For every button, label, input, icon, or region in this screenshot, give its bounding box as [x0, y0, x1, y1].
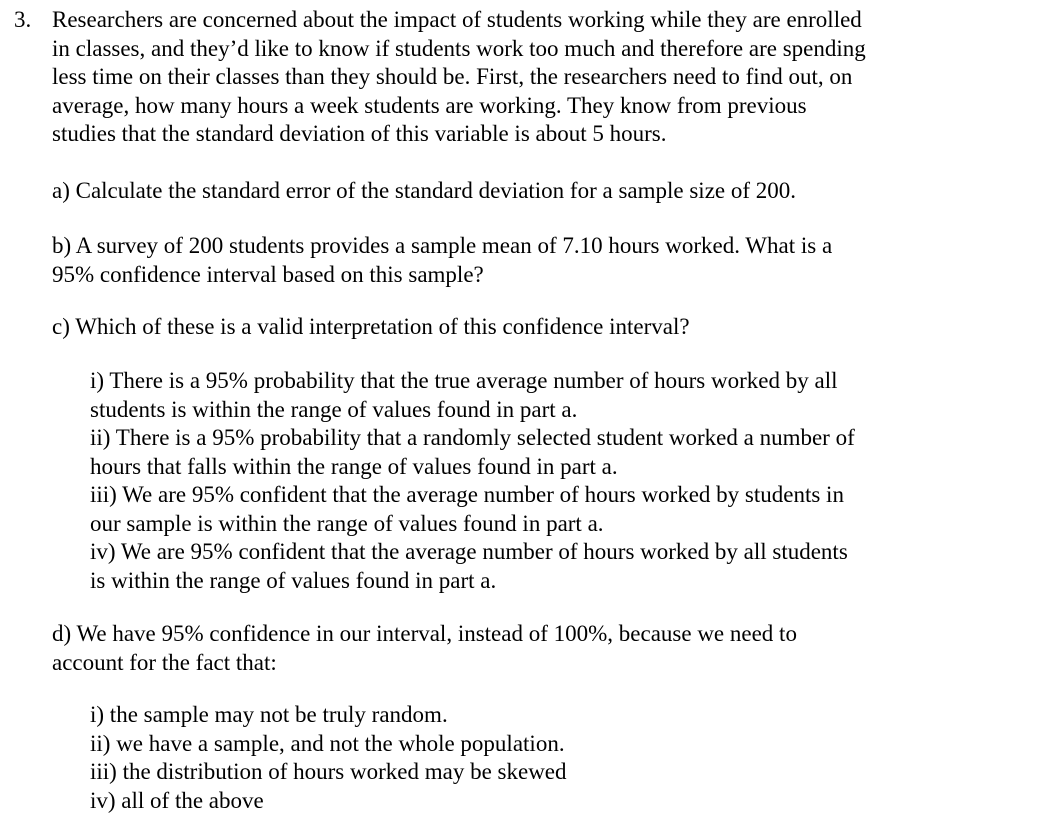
part-c-option-line: iii) We are 95% confident that the average number of hours worked by students in: [90, 482, 844, 507]
part-b: [52, 232, 1042, 289]
part-c-option-line: our sample is within the range of values found in part a.: [90, 510, 604, 536]
part-c-option-line: students is within the range of values found in part a.: [90, 396, 578, 422]
part-d: [52, 620, 1042, 677]
part-d-line: d) We have 95% confidence in our interval, instead of 100%, because we need to: [52, 621, 797, 646]
part-a: [52, 177, 1042, 206]
part-d-option-line: iv) all of the above: [90, 787, 264, 813]
part-c-option-line: iv) We are 95% confident that the average number of hours worked by all students: [90, 539, 848, 564]
part-c-option-line: hours that falls within the range of values found in part a.: [90, 453, 618, 479]
stem-line: average, how many hours a week students are working. They know from previous: [52, 92, 807, 118]
part-c-option-line: is within the range of values found in part a.: [90, 567, 497, 593]
question-stem: [52, 6, 1042, 149]
part-c-option-line: ii) There is a 95% probability that a randomly selected student worked a number of: [90, 425, 855, 450]
question-number: 3.: [14, 7, 32, 32]
stem-line: in classes, and they’d like to know if students work too much and therefore are spending: [52, 35, 866, 61]
part-d-option-line: ii) we have a sample, and not the whole population.: [90, 730, 565, 756]
stem-line: Researchers are concerned about the impact of students working while they are enrolled: [52, 7, 862, 32]
part-d-option-line: i) the sample may not be truly random.: [90, 702, 448, 727]
part-c-prompt-text: c) Which of these is a valid interpretation of this confidence interval?: [52, 314, 690, 339]
stem-line: less time on their classes than they should be. First, the researchers need to find out, on: [52, 64, 853, 89]
part-c-options: [90, 367, 1040, 595]
part-d-option-line: iii) the distribution of hours worked may be skewed: [90, 759, 567, 784]
part-d-options: [90, 701, 1040, 815]
part-d-line: account for the fact that:: [52, 649, 277, 675]
stem-line: studies that the standard deviation of this variable is about 5 hours.: [52, 121, 667, 146]
part-b-line: b) A survey of 200 students provides a sample mean of 7.10 hours worked. What is a: [52, 233, 833, 258]
part-c-option-line: i) There is a 95% probability that the true average number of hours worked by all: [90, 368, 838, 393]
part-c-prompt: [52, 313, 1042, 342]
part-a-text: a) Calculate the standard error of the standard deviation for a sample size of 200.: [52, 178, 797, 203]
part-b-line: 95% confidence interval based on this sample?: [52, 261, 484, 287]
